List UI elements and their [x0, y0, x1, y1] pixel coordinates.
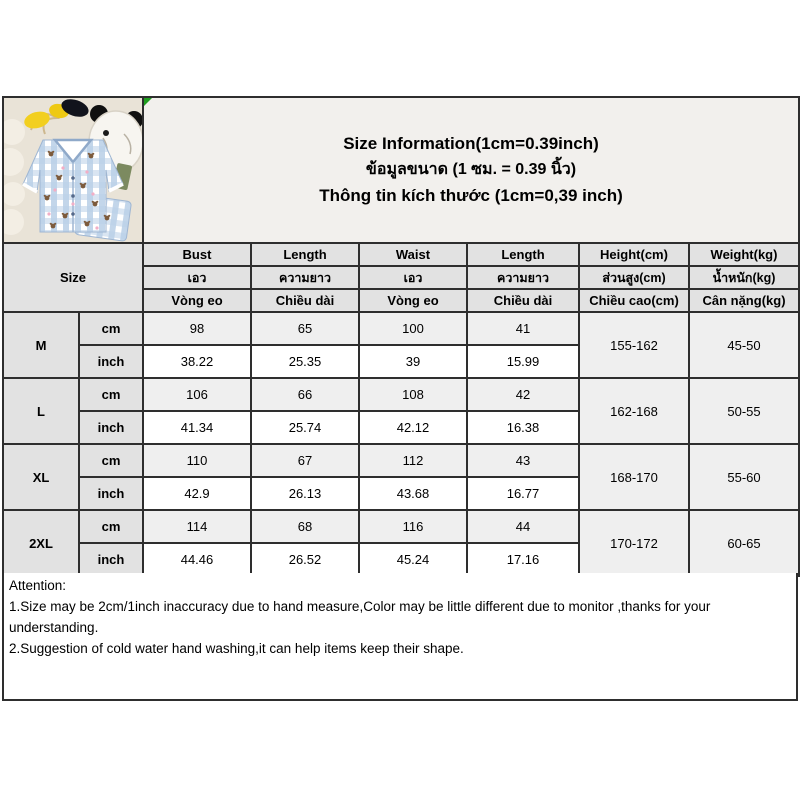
unit-label-inch: inch [79, 411, 143, 444]
2xl-weight-range: 60-65 [689, 510, 799, 576]
m-length2-inch: 15.99 [467, 345, 579, 378]
m-length1-inch: 25.35 [251, 345, 359, 378]
attention-heading: Attention: [9, 578, 67, 593]
size-chart-table [2, 96, 800, 577]
col-header-bust-th: เอว [143, 266, 251, 289]
col-header-weight-th: น้ำหนัก(kg) [689, 266, 799, 289]
m-height-range: 155-162 [579, 312, 689, 378]
unit-label-cm: cm [79, 444, 143, 477]
xl-bust-cm: 110 [143, 444, 251, 477]
m-length1-cm: 65 [251, 312, 359, 345]
xl-waist-inch: 43.68 [359, 477, 467, 510]
2xl-length1-inch: 26.52 [251, 543, 359, 576]
l-length1-inch: 25.74 [251, 411, 359, 444]
title-vietnamese: Thông tin kích thước (1cm=0,39 inch) [319, 186, 623, 205]
table-row [3, 510, 799, 543]
m-length2-cm: 41 [467, 312, 579, 345]
2xl-waist-cm: 116 [359, 510, 467, 543]
col-header-length2-vi: Chiều dài [467, 289, 579, 312]
col-header-length1-vi: Chiều dài [251, 289, 359, 312]
col-header-length2-en: Length [467, 243, 579, 266]
xl-length2-inch: 16.77 [467, 477, 579, 510]
l-waist-inch: 42.12 [359, 411, 467, 444]
col-header-height-th: ส่วนสูง(cm) [579, 266, 689, 289]
unit-label-inch: inch [79, 543, 143, 576]
col-header-waist-th: เอว [359, 266, 467, 289]
m-waist-inch: 39 [359, 345, 467, 378]
col-header-weight-en: Weight(kg) [689, 243, 799, 266]
l-bust-cm: 106 [143, 378, 251, 411]
unit-label-cm: cm [79, 510, 143, 543]
attention-note-box [2, 573, 798, 701]
xl-height-range: 168-170 [579, 444, 689, 510]
l-waist-cm: 108 [359, 378, 467, 411]
2xl-length2-inch: 17.16 [467, 543, 579, 576]
cell-corner-marker-icon [144, 98, 152, 106]
attention-line-2: 2.Suggestion of cold water hand washing,it can help items keep their shape. [9, 641, 464, 656]
l-bust-inch: 41.34 [143, 411, 251, 444]
col-header-bust-vi: Vòng eo [143, 289, 251, 312]
2xl-length1-cm: 68 [251, 510, 359, 543]
xl-waist-cm: 112 [359, 444, 467, 477]
unit-label-inch: inch [79, 345, 143, 378]
l-weight-range: 50-55 [689, 378, 799, 444]
l-length2-cm: 42 [467, 378, 579, 411]
attention-line-1: 1.Size may be 2cm/1inch inaccuracy due to hand measure,Color may be little different due to monitor ,thanks for your understanding. [9, 599, 711, 635]
m-bust-inch: 38.22 [143, 345, 251, 378]
table-row [3, 444, 799, 477]
2xl-bust-inch: 44.46 [143, 543, 251, 576]
m-weight-range: 45-50 [689, 312, 799, 378]
l-length2-inch: 16.38 [467, 411, 579, 444]
col-header-waist-vi: Vòng eo [359, 289, 467, 312]
title-row [3, 97, 799, 243]
title-thai: ข้อมูลขนาด (1 ซม. = 0.39 นิ้ว) [365, 161, 577, 178]
col-header-weight-vi: Cân nặng(kg) [689, 289, 799, 312]
product-photo [4, 98, 142, 242]
size-label-m: M [3, 312, 79, 378]
col-header-length1-th: ความยาว [251, 266, 359, 289]
m-bust-cm: 98 [143, 312, 251, 345]
unit-label-cm: cm [79, 378, 143, 411]
product-photo-cell [3, 97, 143, 243]
table-row [3, 312, 799, 345]
size-corner-label: Size [3, 243, 143, 312]
xl-length1-cm: 67 [251, 444, 359, 477]
unit-label-inch: inch [79, 477, 143, 510]
col-header-bust-en: Bust [143, 243, 251, 266]
2xl-height-range: 170-172 [579, 510, 689, 576]
size-label-l: L [3, 378, 79, 444]
l-height-range: 162-168 [579, 378, 689, 444]
title-cell [143, 97, 799, 243]
col-header-height-vi: Chiều cao(cm) [579, 289, 689, 312]
header-row-english [3, 243, 799, 266]
l-length1-cm: 66 [251, 378, 359, 411]
xl-length1-inch: 26.13 [251, 477, 359, 510]
table-row [3, 378, 799, 411]
size-label-2xl: 2XL [3, 510, 79, 576]
xl-bust-inch: 42.9 [143, 477, 251, 510]
col-header-waist-en: Waist [359, 243, 467, 266]
col-header-height-en: Height(cm) [579, 243, 689, 266]
2xl-length2-cm: 44 [467, 510, 579, 543]
m-waist-cm: 100 [359, 312, 467, 345]
size-label-xl: XL [3, 444, 79, 510]
col-header-length1-en: Length [251, 243, 359, 266]
2xl-bust-cm: 114 [143, 510, 251, 543]
unit-label-cm: cm [79, 312, 143, 345]
xl-weight-range: 55-60 [689, 444, 799, 510]
title-english: Size Information(1cm=0.39inch) [343, 134, 599, 153]
xl-length2-cm: 43 [467, 444, 579, 477]
col-header-length2-th: ความยาว [467, 266, 579, 289]
2xl-waist-inch: 45.24 [359, 543, 467, 576]
